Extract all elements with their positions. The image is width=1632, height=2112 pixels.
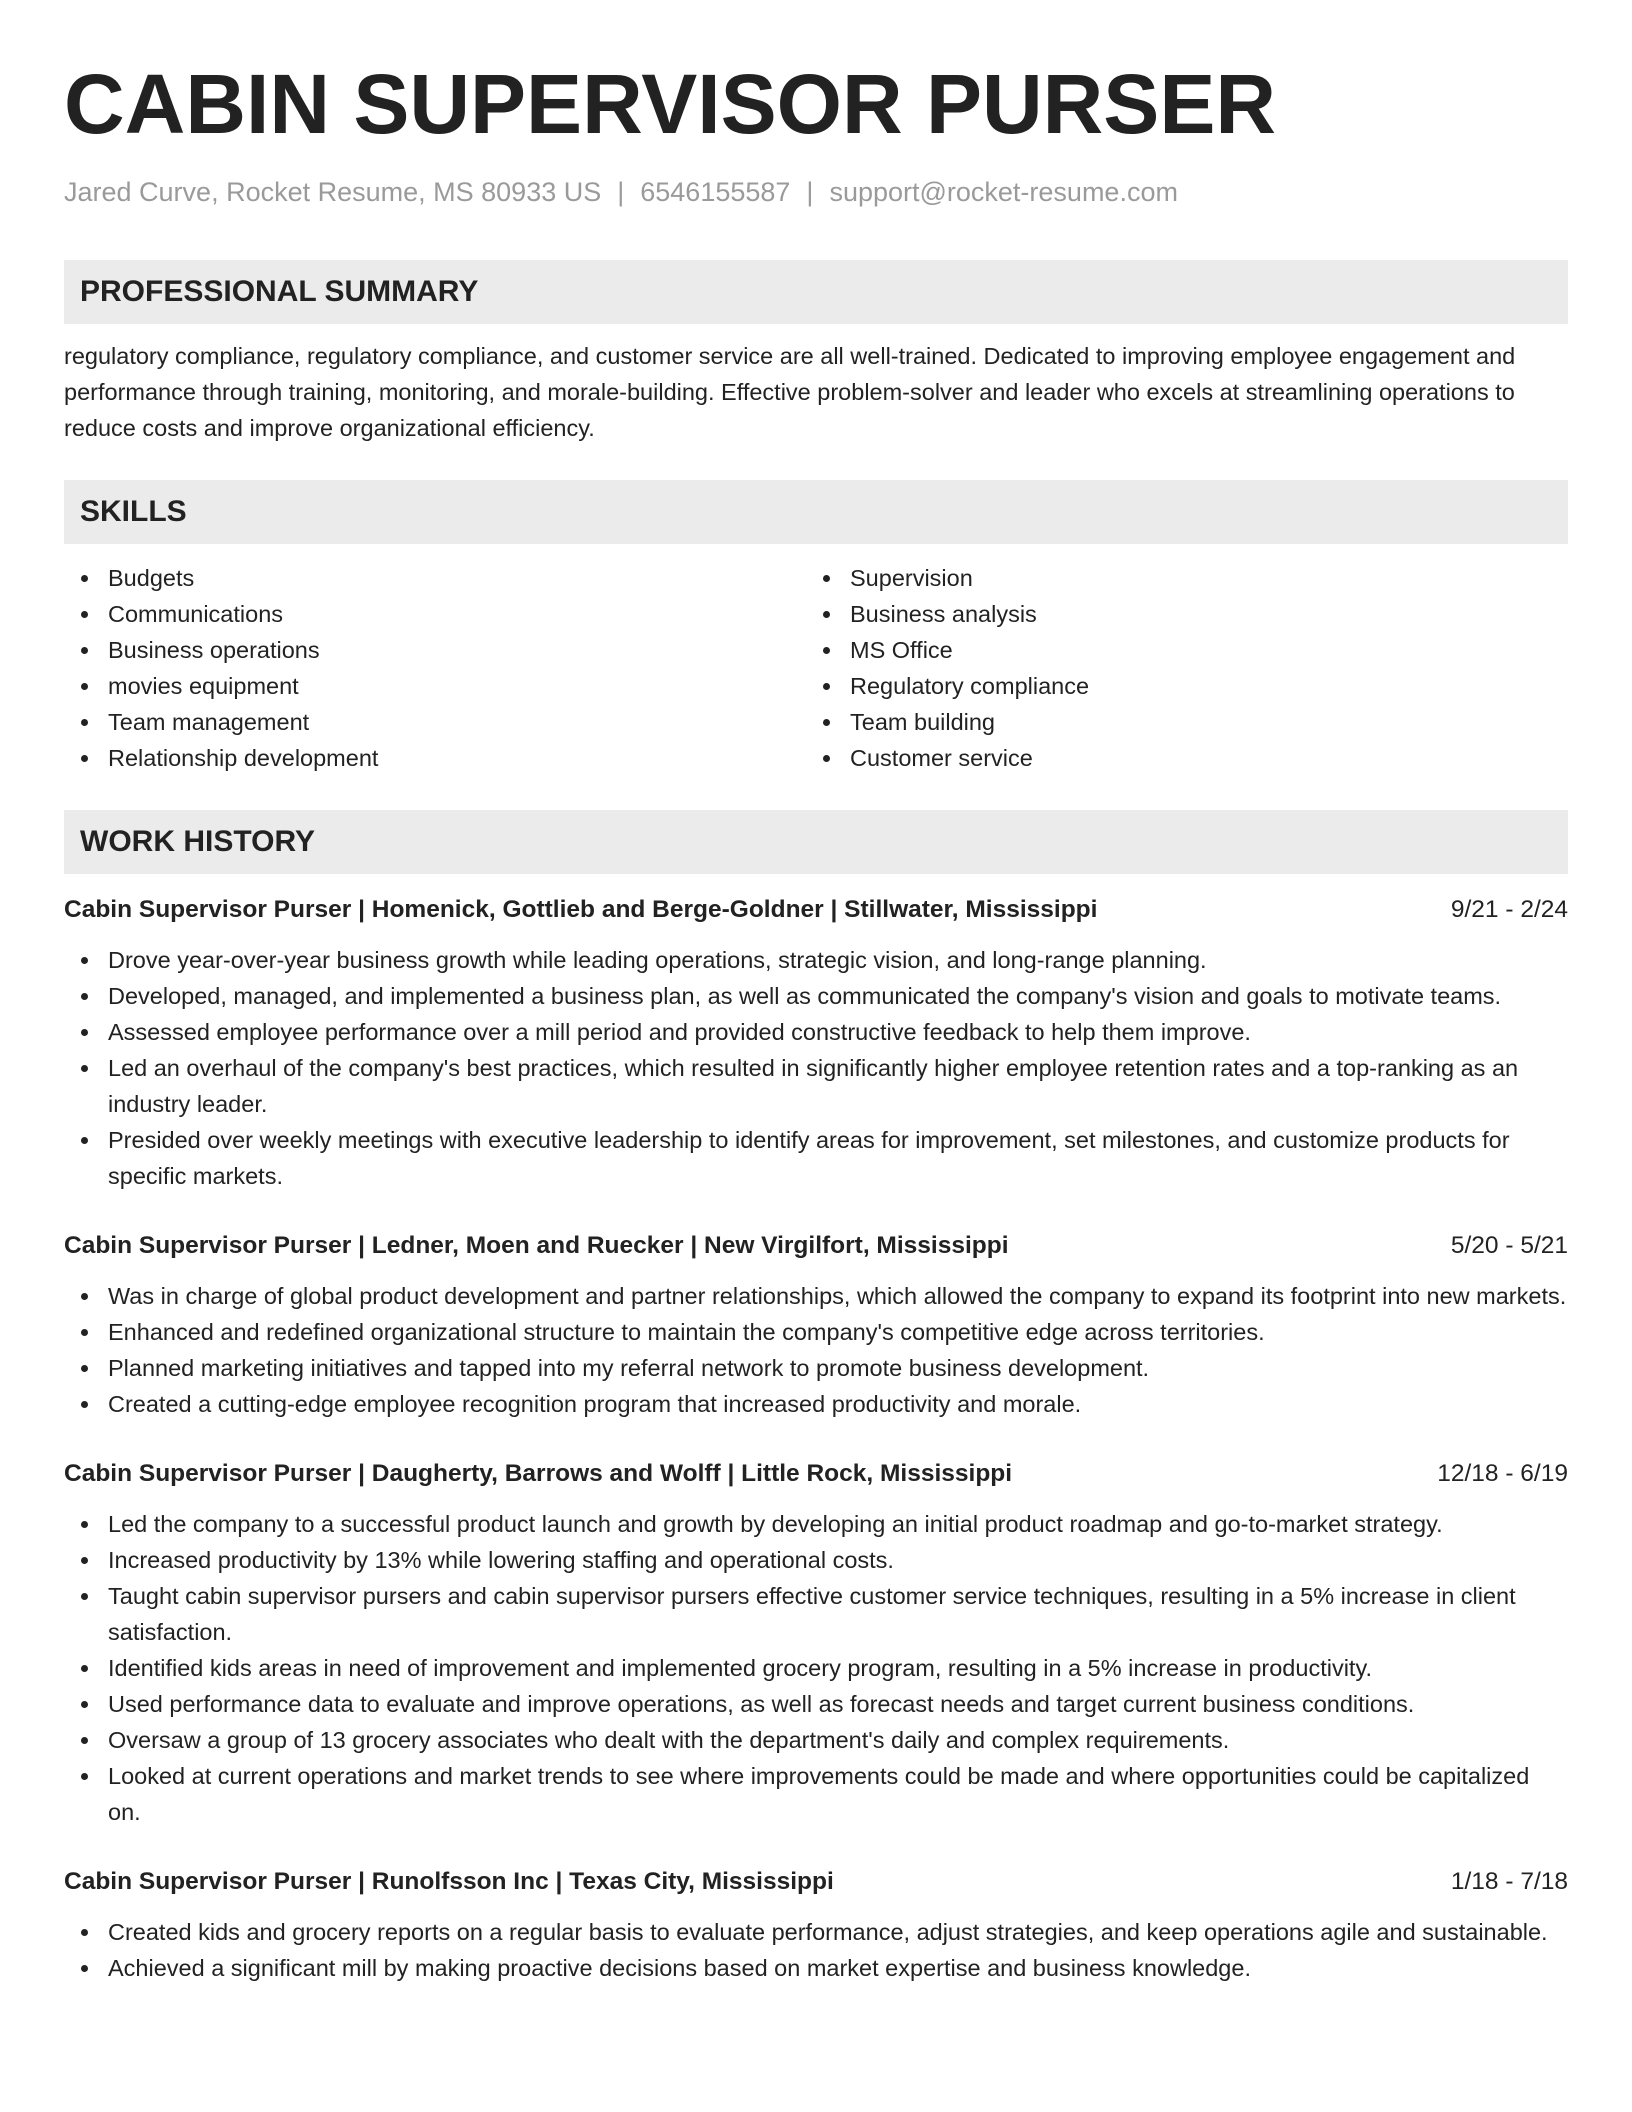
job-title: Cabin Supervisor Purser | Runolfsson Inc | Texas City, Mississippi bbox=[64, 1868, 834, 1895]
skill-item: Team building bbox=[806, 704, 1548, 740]
skill-item: Supervision bbox=[806, 560, 1548, 596]
skills-list bbox=[64, 560, 1568, 776]
job-dates: 9/21 - 2/24 bbox=[1450, 896, 1568, 923]
job-bullet: Presided over weekly meetings with executive leadership to identify areas for improvement, set milestones, and customize products for specific markets. bbox=[64, 1122, 1568, 1194]
contact-email: support@rocket-resume.com bbox=[829, 177, 1178, 207]
job-bullet: Assessed employee performance over a mill period and provided constructive feedback to help them improve. bbox=[64, 1014, 1568, 1050]
contact-phone: 6546155587 bbox=[640, 177, 791, 207]
job-title: Cabin Supervisor Purser | Homenick, Gottlieb and Berge-Goldner | Stillwater, Mississippi bbox=[64, 896, 1098, 923]
job-title: Cabin Supervisor Purser | Daugherty, Barrows and Wolff | Little Rock, Mississippi bbox=[64, 1460, 1013, 1487]
skill-item: Business analysis bbox=[806, 596, 1548, 632]
job-dates: 12/18 - 6/19 bbox=[1437, 1460, 1568, 1487]
job-bullet: Identified kids areas in need of improvement and implemented grocery program, resulting in a 5% increase in productivity. bbox=[64, 1650, 1568, 1686]
skills-column-left bbox=[64, 560, 806, 776]
contact-separator: | bbox=[806, 177, 814, 207]
work-history-header: WORK HISTORY bbox=[64, 810, 1568, 874]
job-bullets bbox=[64, 1278, 1568, 1422]
skill-item: Customer service bbox=[806, 740, 1548, 776]
job-entry bbox=[64, 1228, 1568, 1422]
job-bullet: Increased productivity by 13% while lowering staffing and operational costs. bbox=[64, 1542, 1568, 1578]
job-bullets bbox=[64, 942, 1568, 1194]
skills-column-right bbox=[806, 560, 1548, 776]
job-bullet: Led an overhaul of the company's best practices, which resulted in significantly higher employee retention rates and a top-ranking as an industry leader. bbox=[64, 1050, 1568, 1122]
job-entry bbox=[64, 892, 1568, 1194]
skill-item: Regulatory compliance bbox=[806, 668, 1548, 704]
job-bullet: Created kids and grocery reports on a regular basis to evaluate performance, adjust strategies, and keep operations agile and sustainable. bbox=[64, 1914, 1568, 1950]
skill-item: movies equipment bbox=[64, 668, 806, 704]
job-title-row bbox=[64, 892, 1568, 928]
job-entry bbox=[64, 1456, 1568, 1830]
job-bullet: Oversaw a group of 13 grocery associates who dealt with the department's daily and complex requirements. bbox=[64, 1722, 1568, 1758]
skill-item: Budgets bbox=[64, 560, 806, 596]
job-bullet: Achieved a significant mill by making proactive decisions based on market expertise and business knowledge. bbox=[64, 1950, 1568, 1986]
skills-header: SKILLS bbox=[64, 480, 1568, 544]
resume-name-heading: CABIN SUPERVISOR PURSER bbox=[64, 57, 1277, 151]
job-bullet: Used performance data to evaluate and improve operations, as well as forecast needs and target current business conditions. bbox=[64, 1686, 1568, 1722]
skill-item: Team management bbox=[64, 704, 806, 740]
job-dates: 1/18 - 7/18 bbox=[1450, 1868, 1568, 1895]
job-bullet: Developed, managed, and implemented a business plan, as well as communicated the company's vision and goals to motivate teams. bbox=[64, 978, 1568, 1014]
contact-line bbox=[64, 176, 1568, 208]
skill-item: Business operations bbox=[64, 632, 806, 668]
job-title-row bbox=[64, 1864, 1568, 1900]
job-bullet: Planned marketing initiatives and tapped into my referral network to promote business development. bbox=[64, 1350, 1568, 1386]
job-bullet: Created a cutting-edge employee recognition program that increased productivity and morale. bbox=[64, 1386, 1568, 1422]
job-title-row bbox=[64, 1228, 1568, 1264]
contact-separator: | bbox=[617, 177, 625, 207]
job-bullet: Was in charge of global product development and partner relationships, which allowed the company to expand its footprint into new markets. bbox=[64, 1278, 1568, 1314]
job-bullets bbox=[64, 1914, 1568, 1986]
skill-item: MS Office bbox=[806, 632, 1548, 668]
job-entry bbox=[64, 1864, 1568, 1986]
job-dates: 5/20 - 5/21 bbox=[1450, 1232, 1568, 1259]
contact-address: Jared Curve, Rocket Resume, MS 80933 US bbox=[64, 177, 602, 207]
job-bullet: Led the company to a successful product launch and growth by developing an initial product roadmap and go-to-market strategy. bbox=[64, 1506, 1568, 1542]
job-bullet: Drove year-over-year business growth while leading operations, strategic vision, and long-range planning. bbox=[64, 942, 1568, 978]
job-bullet: Enhanced and redefined organizational structure to maintain the company's competitive edge across territories. bbox=[64, 1314, 1568, 1350]
job-bullet: Looked at current operations and market trends to see where improvements could be made and where opportunities could be capitalized on. bbox=[64, 1758, 1568, 1830]
professional-summary-header: PROFESSIONAL SUMMARY bbox=[64, 260, 1568, 324]
skill-item: Communications bbox=[64, 596, 806, 632]
skill-item: Relationship development bbox=[64, 740, 806, 776]
job-bullet: Taught cabin supervisor pursers and cabin supervisor pursers effective customer service techniques, resulting in a 5% increase in client satisfaction. bbox=[64, 1578, 1568, 1650]
job-title-row bbox=[64, 1456, 1568, 1492]
job-title: Cabin Supervisor Purser | Ledner, Moen and Ruecker | New Virgilfort, Mississippi bbox=[64, 1232, 1009, 1259]
professional-summary-text: regulatory compliance, regulatory compliance, and customer service are all well-trained. Dedicated to improving employee engagement and performance through training, monitoring, and morale-building. Effective problem-solver and leader who excels at streamlining operations to reduce costs and improve organizational efficiency. bbox=[64, 343, 1516, 441]
job-bullets bbox=[64, 1506, 1568, 1830]
